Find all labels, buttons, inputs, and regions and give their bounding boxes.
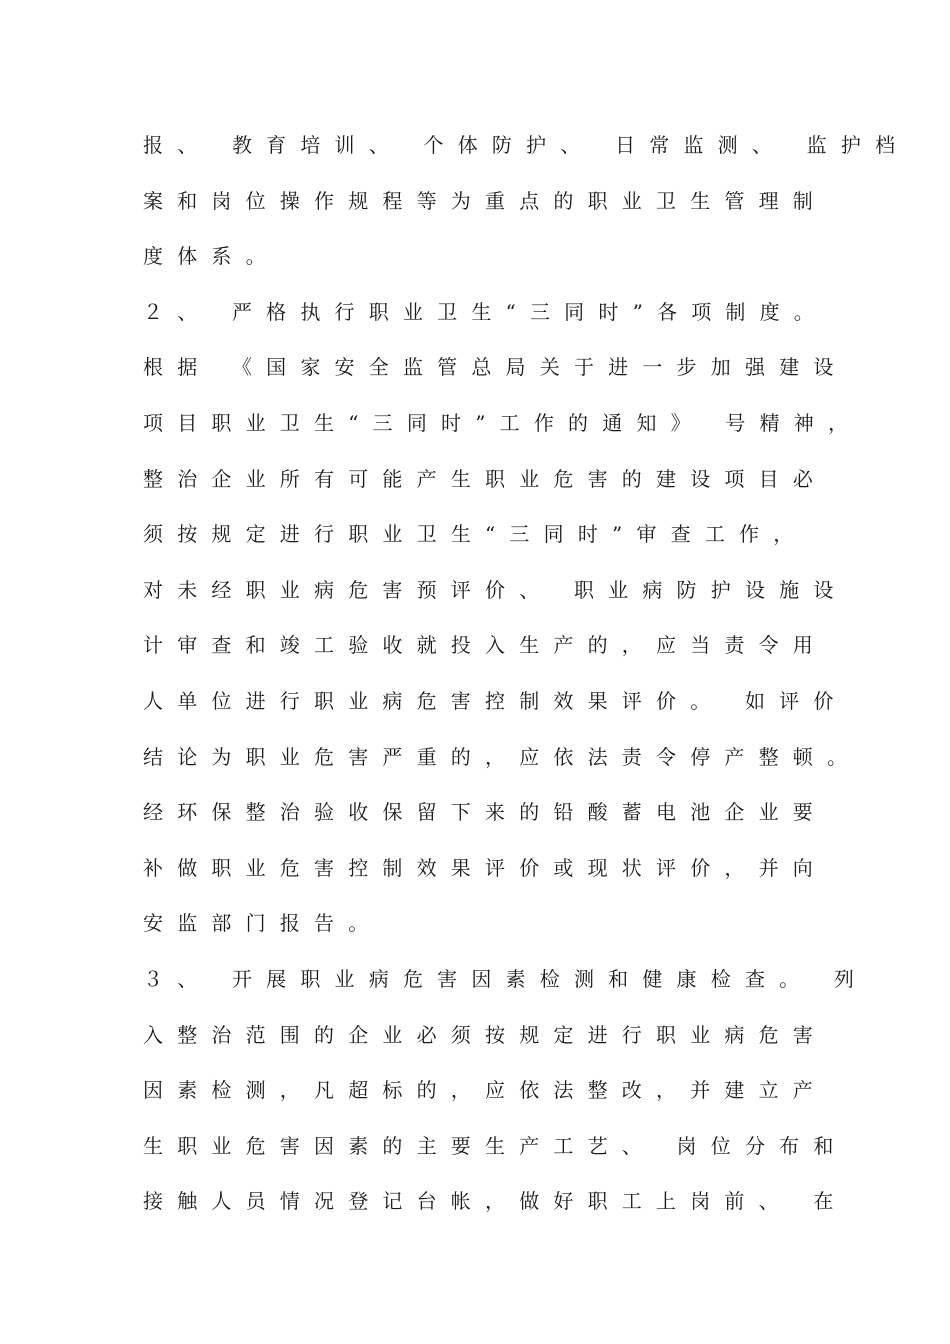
text-line: ３、 开展职业病危害因素检测和健康检查。 列 (143, 966, 869, 991)
text-line: 须按规定进行职业卫生“三同时”审查工作， (143, 522, 808, 547)
text-line: 接触人员情况登记台帐，做好职工上岗前、 在 (143, 1189, 848, 1214)
text-line: 度体系。 (143, 244, 280, 269)
text-line: 结论为职业危害严重的，应依法责令停产整顿。 (143, 744, 862, 769)
text-line: 报、 教育培训、 个体防护、 日常监测、 监护档 (143, 133, 910, 157)
text-line: 生职业危害因素的主要生产工艺、 岗位分布和 (143, 1133, 848, 1158)
text-line: 整治企业所有可能产生职业危害的建设项目必 (143, 466, 827, 491)
text-line: 案和岗位操作规程等为重点的职业卫生管理制 (143, 188, 827, 213)
text-line: 经环保整治验收保留下来的铅酸蓄电池企业要 (143, 800, 827, 825)
text-line: 根据 《国家安全监管总局关于进一步加强建设 (143, 355, 848, 380)
text-line: 计审查和竣工验收就投入生产的，应当责令用 (143, 633, 827, 658)
text-line: 人单位进行职业病危害控制效果评价。 如评价 (143, 688, 848, 713)
text-line: 安监部门报告。 (143, 911, 383, 936)
text-line: 补做职业危害控制效果评价或现状评价，并向 (143, 855, 827, 880)
body-text (143, 123, 910, 1235)
text-line: 对未经职业病危害预评价、 职业病防护设施设 (143, 577, 848, 602)
text-line: 入整治范围的企业必须按规定进行职业病危害 (143, 1022, 827, 1047)
text-line: 因素检测，凡超标的，应依法整改，并建立产 (143, 1078, 827, 1103)
text-line: 项目职业卫生“三同时”工作的通知》 号精神， (143, 410, 863, 435)
text-line: ２、 严格执行职业卫生“三同时”各项制度。 (143, 299, 829, 324)
